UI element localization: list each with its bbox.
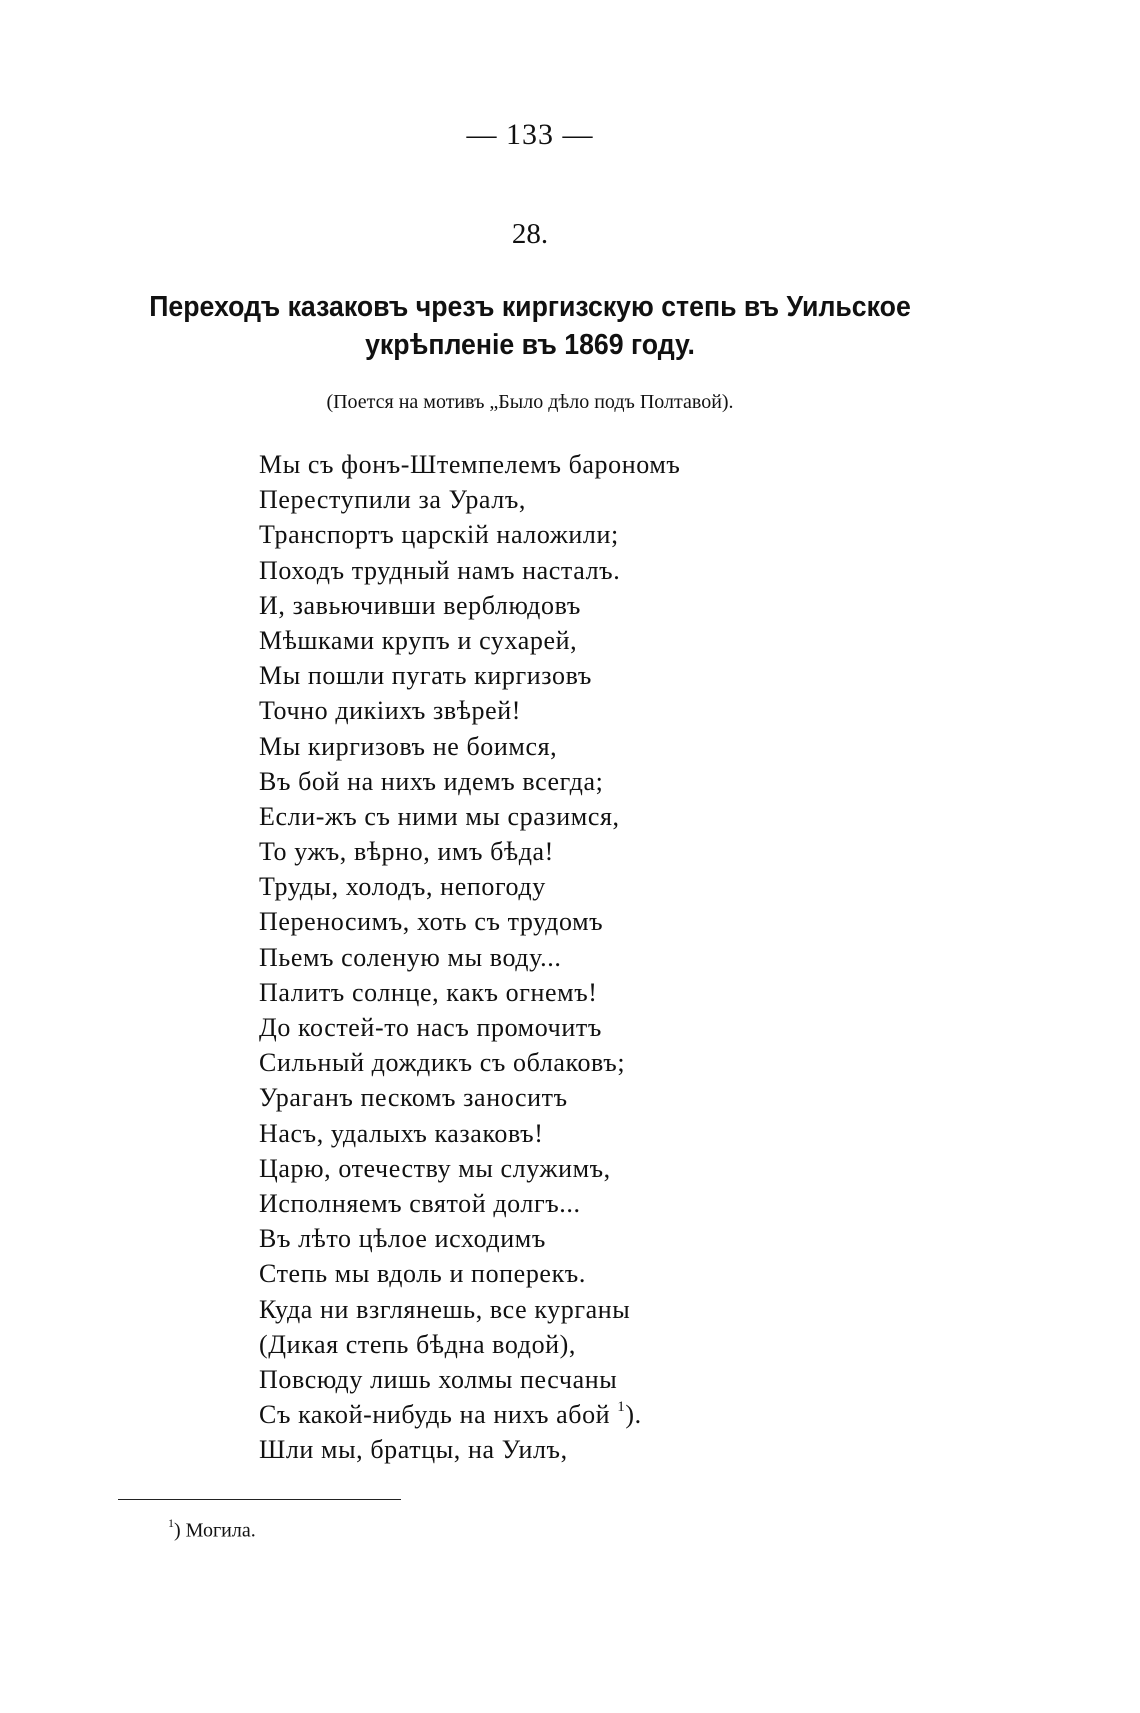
poem-line: Исполняемъ святой долгъ... <box>259 1188 581 1218</box>
poem-number: 28. <box>511 218 549 250</box>
poem-line: Насъ, удалыхъ казаковъ! <box>259 1118 544 1148</box>
poem-line: Въ лѣто цѣлое исходимъ <box>259 1224 546 1254</box>
footnote-mark: 1 <box>168 1516 174 1530</box>
poem-line: Ураганъ пескомъ заноситъ <box>259 1083 568 1113</box>
poem-line-text: Съ какой-нибудь на нихъ абой <box>259 1400 611 1430</box>
poem-line: Переступили за Уралъ, <box>259 485 527 515</box>
footnote-divider <box>118 1499 401 1500</box>
poem-line: Повсюду лишь холмы песчаны <box>259 1364 618 1394</box>
page-number: — 133 — <box>466 118 594 151</box>
poem-body <box>259 447 959 1467</box>
poem-title-line-2: укрѣпленіе въ 1869 году. <box>365 329 695 361</box>
poem-line: Пьемъ соленую мы воду... <box>259 942 562 972</box>
poem-line: Шли мы, братцы, на Уилъ, <box>259 1435 568 1465</box>
footnote-text: ) Могила. <box>174 1519 256 1542</box>
poem-line: Если-жъ съ ними мы сразимся, <box>259 801 620 831</box>
poem-line-end: ). <box>625 1400 642 1430</box>
poem-line-with-footnote <box>259 1397 959 1432</box>
poem-line: (Дикая степь бѣдна водой), <box>259 1329 577 1359</box>
footnote-reference: 1 <box>617 1399 626 1416</box>
poem-line: То ужъ, вѣрно, имъ бѣда! <box>259 837 554 867</box>
poem-line: Палитъ солнце, какъ огнемъ! <box>259 977 598 1007</box>
poem-line: Въ бой на нихъ идемъ всегда; <box>259 766 604 796</box>
poem-line: Мѣшками крупъ и сухарей, <box>259 625 578 655</box>
poem-line: Степь мы вдоль и поперекъ. <box>259 1259 586 1289</box>
poem-line: Транспортъ царскій наложили; <box>259 520 619 550</box>
poem-line: Мы съ фонъ-Штемпелемъ барономъ <box>259 450 681 479</box>
poem-line: Точно дикіихъ звѣрей! <box>259 696 521 726</box>
footnote <box>168 1518 256 1543</box>
poem-line: Походъ трудный намъ насталъ. <box>259 555 621 585</box>
poem-line: Труды, холодъ, непогоду <box>259 872 546 902</box>
poem-line: Мы киргизовъ не боимся, <box>259 731 558 761</box>
poem-line: До костей-то насъ промочитъ <box>259 1013 602 1042</box>
poem-line: Куда ни взглянешь, все курганы <box>259 1294 631 1324</box>
tune-note: (Поется на мотивъ „Было дѣло подъ Полтавой). <box>326 391 734 413</box>
poem-line: Сильный дождикъ съ облаковъ; <box>259 1048 626 1078</box>
poem-title-line-1: Переходъ казаковъ чрезъ киргизскую степь въ Уильское <box>149 291 911 323</box>
poem-title <box>116 288 944 364</box>
poem-line: Мы пошли пугать киргизовъ <box>259 661 592 691</box>
poem-line: Царю, отечеству мы служимъ, <box>259 1153 611 1183</box>
poem-line: И, завьючивши верблюдовъ <box>259 590 581 620</box>
poem-line: Переносимъ, хоть съ трудомъ <box>259 907 604 937</box>
